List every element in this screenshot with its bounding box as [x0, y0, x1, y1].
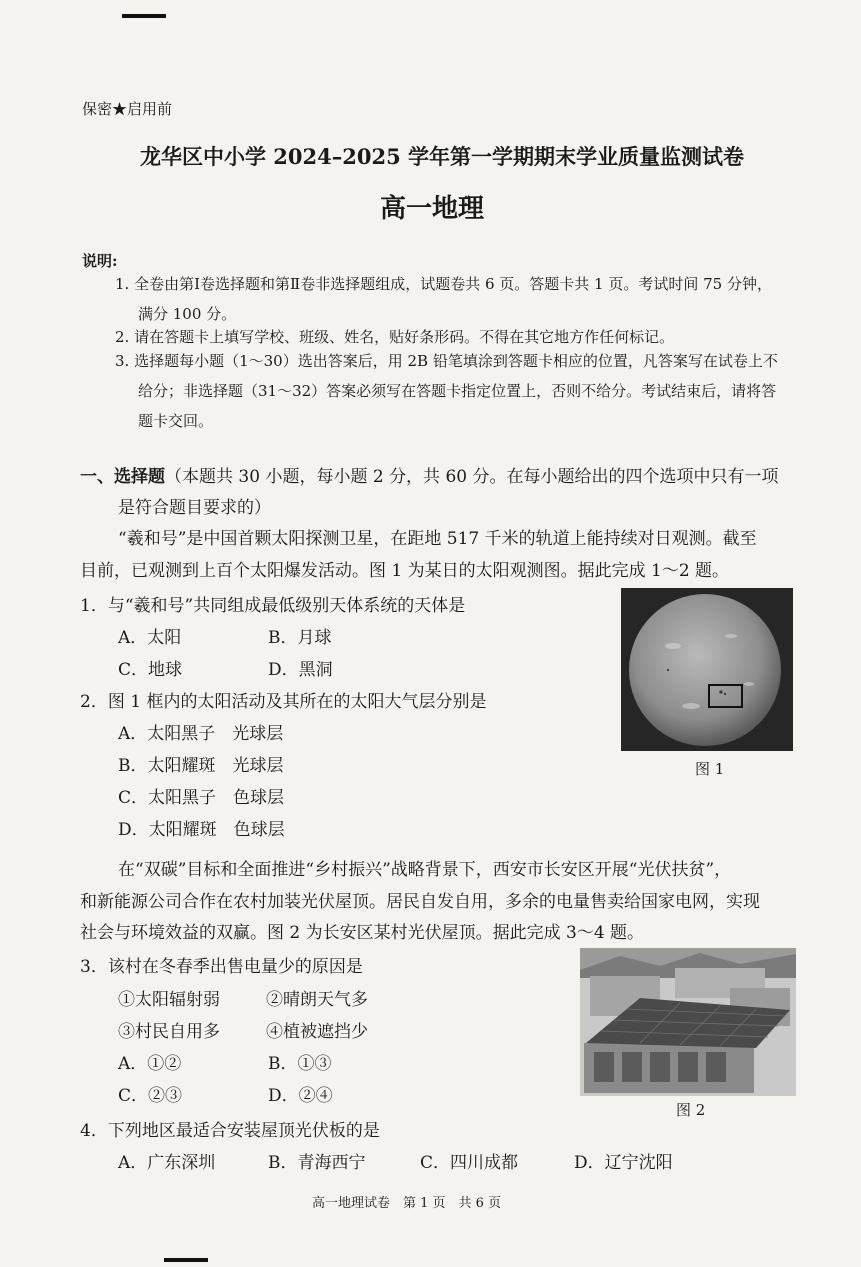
q3-choice-2: ②晴朗天气多 [266, 990, 368, 1010]
passage2-line1: 在“双碳”目标和全面推进“乡村振兴”战略背景下，西安市长安区开展“光伏扶贫”， [118, 860, 732, 880]
sun-icon [621, 588, 793, 751]
section-desc: （本题共 30 小题，每小题 2 分，共 60 分。在每小题给出的四个选项中只有一项 [165, 467, 779, 487]
exam-title: 龙华区中小学 2024–2025 学年第一学期期末学业质量监测试卷 [140, 144, 745, 169]
figure2-caption: 图 2 [676, 1101, 706, 1119]
q1-option-c[interactable]: C．地球 [118, 660, 183, 680]
instruction-3-cont1: 给分；非选择题（31～32）答案必须写在答题卡指定位置上，否则不给分。考试结束后，请将答 [138, 382, 777, 400]
passage1-line2: 目前，已观测到上百个太阳爆发活动。图 1 为某日的太阳观测图。据此完成 1～2 题。 [80, 561, 730, 581]
q3-choice-3: ③村民自用多 [118, 1022, 220, 1042]
instructions-heading: 说明: [82, 252, 118, 270]
figure1-caption: 图 1 [695, 760, 725, 778]
q3-option-c[interactable]: C．②③ [118, 1086, 183, 1106]
passage2-line3: 社会与环境效益的双赢。图 2 为长安区某村光伏屋顶。据此完成 3～4 题。 [80, 923, 645, 943]
q4-option-b[interactable]: B．青海西宁 [268, 1153, 366, 1173]
instruction-3: 3. 选择题每小题（1～30）选出答案后，用 2B 铅笔填涂到答题卡相应的位置，凡答案写在试卷上不 [115, 352, 778, 370]
q2-option-a[interactable]: A．太阳黑子 光球层 [118, 724, 284, 744]
q2-stem: 2．图 1 框内的太阳活动及其所在的太阳大气层分别是 [80, 692, 487, 712]
q4-stem: 4．下列地区最适合安装屋顶光伏板的是 [80, 1121, 380, 1141]
figure1-sun-image [621, 588, 793, 751]
q3-choice-1: ①太阳辐射弱 [118, 990, 220, 1010]
instruction-1-cont: 满分 100 分。 [138, 305, 237, 323]
top-mark [122, 14, 166, 18]
q2-option-d[interactable]: D．太阳耀斑 色球层 [118, 820, 285, 840]
page-footer: 高一地理试卷 第 1 页 共 6 页 [312, 1196, 502, 1211]
instruction-2: 2. 请在答题卡上填写学校、班级、姓名，贴好条形码。不得在其它地方作任何标记。 [115, 328, 675, 346]
passage1-line1: “羲和号”是中国首颗太阳探测卫星，在距地 517 千米的轨道上能持续对日观测。截至 [118, 529, 757, 549]
section-heading [80, 462, 779, 487]
subject-title: 高一地理 [380, 194, 485, 224]
bottom-mark [164, 1258, 208, 1262]
q2-option-c[interactable]: C．太阳黑子 色球层 [118, 788, 285, 808]
q3-stem: 3．该村在冬春季出售电量少的原因是 [80, 957, 363, 977]
q3-choice-4: ④植被遮挡少 [266, 1022, 368, 1042]
q1-option-b[interactable]: B．月球 [268, 628, 332, 648]
instruction-1: 1. 全卷由第Ⅰ卷选择题和第Ⅱ卷非选择题组成，试题卷共 6 页。答题卡共 1 页。考试时间 75 分钟， [115, 275, 772, 293]
section-title: 一、选择题 [80, 467, 165, 487]
q2-option-b[interactable]: B．太阳耀斑 光球层 [118, 756, 284, 776]
passage2-line2: 和新能源公司合作在农村加装光伏屋顶。居民自发自用，多余的电量售卖给国家电网，实现 [80, 892, 760, 912]
q4-option-c[interactable]: C．四川成都 [420, 1153, 519, 1173]
q3-option-a[interactable]: A．①② [118, 1054, 182, 1074]
q4-option-a[interactable]: A．广东深圳 [118, 1153, 216, 1173]
q3-option-d[interactable]: D．②④ [268, 1086, 333, 1106]
q1-stem: 1．与“羲和号”共同组成最低级别天体系统的天体是 [80, 596, 466, 616]
section-desc-cont: 是符合题目要求的） [118, 498, 271, 518]
secret-label: 保密★启用前 [82, 100, 173, 118]
solar-panel-icon [580, 948, 796, 1096]
q1-option-a[interactable]: A．太阳 [118, 628, 182, 648]
figure2-solar-roof-image [580, 948, 796, 1096]
q4-option-d[interactable]: D．辽宁沈阳 [574, 1153, 673, 1173]
q1-option-d[interactable]: D．黑洞 [268, 660, 333, 680]
instruction-3-cont2: 题卡交回。 [138, 412, 214, 430]
q3-option-b[interactable]: B．①③ [268, 1054, 332, 1074]
